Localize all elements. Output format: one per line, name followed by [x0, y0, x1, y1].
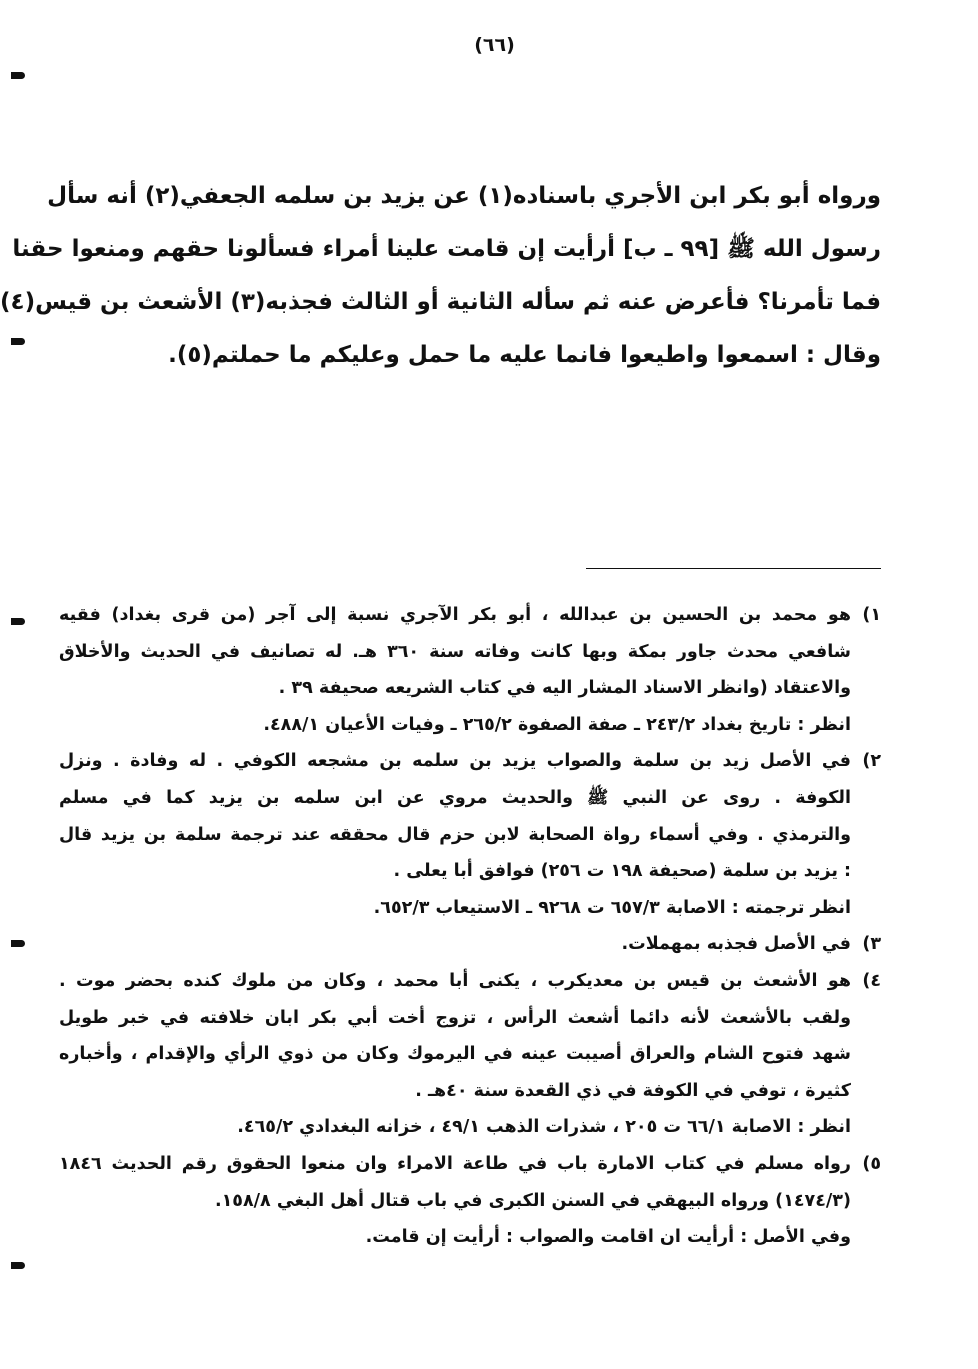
footnote-separator — [586, 568, 881, 569]
footnote-line — [59, 743, 881, 780]
footnote-line — [59, 597, 881, 634]
scan-margin-mark — [11, 940, 25, 947]
footnote-number: ٤) — [862, 970, 881, 991]
main-text — [0, 170, 881, 382]
main-text-line: رسول الله ﷺ [٩٩ ـ ب] أرأيت إن قامت علينا أمراء فسألونا حقهم ومنعوا حقنا — [12, 236, 881, 262]
footnote-line: وفي الأصل : أرأيت ان اقامت والصواب : أرأيت إن قامت. — [365, 1227, 851, 1248]
footnote-number: ٢) — [862, 751, 881, 772]
footnote-number: ٥) — [862, 1153, 881, 1174]
footnote-line: انظر : تاريخ بغداد ٢٤٣/٢ ـ صفة الصفوة ٢٦٥/٢ ـ وفيات الأعيان ٤٨٨/١. — [263, 714, 851, 735]
footnote-text: هو محمد بن الحسين بن عبدالله ، أبو بكر الآجري نسبة إلى آجر (من قرى بغداد) فقيه — [59, 605, 851, 625]
footnote-line: (١٤٧٤/٣) ورواه البيهقي في السنن الكبرى في باب قتال أهل البغي ١٥٨/٨. — [214, 1190, 851, 1211]
footnote-line — [59, 926, 881, 963]
footnote-text: في الأصل فجذبه بمهملات. — [621, 934, 851, 955]
footnote-line: والاعتقاد (وانظر الاسناد المشار اليه في كتاب الشريعه صحيفة ٣٩ . — [278, 678, 851, 699]
main-text-line: وقال : اسمعوا واطيعوا فانما عليه ما حمل وعليكم ما حملتم(٥). — [168, 342, 881, 368]
footnote-text: هو الأشعث بن قيس بن معديكرب ، يكنى أبا محمد ، وكان من ملوك كنده بحضر موت . — [59, 970, 851, 991]
footnotes — [59, 597, 881, 1256]
page-number: (٦٦) — [474, 34, 515, 56]
footnote-line: ولقب بالأشعث لأنه دائما أشعث الرأس ، تزوج أخت أبي بكر ابان خلافته في خبر طويل — [59, 1007, 851, 1028]
main-text-line: ورواه أبو بكر ابن الأجري باسناده(١) عن يزيد بن سلمه الجعفي(٢) أنه سأل — [47, 183, 881, 209]
footnote-line: شهد فتوح الشام والعراق أصيبت عينه في اليرموك وكان من ذوي الرأي والإقدام ، وأخباره — [59, 1044, 851, 1065]
footnote-text: في الأصل زيد بن سلمة والصواب يزيد بن سلمه بن مشجعه الكوفي . له وفادة . ونزل — [59, 751, 851, 772]
footnote-line: الكوفة . روى عن النبي ﷺ والحديث مروي عن ابن سلمه بن يزيد كما في مسلم — [59, 787, 851, 808]
footnote-line: : يزيد بن سلمة (صحيفة ١٩٨ ت ٢٥٦) فوافق أبا يعلى . — [393, 861, 851, 882]
footnote-text: رواه مسلم في كتاب الامارة باب في طاعة الامراء وان منعوا الحقوق رقم الحديث ١٨٤٦ — [59, 1153, 851, 1174]
footnote-line: انظر : الاصابة ٦٦/١ ت ٢٠٥ ، شذرات الذهب ٤٩/١ ، خزانه البغدادي ٤٦٥/٢. — [237, 1117, 851, 1138]
scan-margin-mark — [11, 1262, 25, 1269]
footnote-line: كثيرة ، توفي في الكوفة في ذي القعدة سنة ٤٠هـ . — [415, 1080, 851, 1101]
footnote-number: ١) — [862, 605, 881, 625]
footnote-line — [59, 1146, 881, 1183]
scan-margin-mark — [11, 338, 25, 345]
footnote-line — [59, 963, 881, 1000]
main-text-line: فما تأمرنا؟ فأعرض عنه ثم سأله الثانية أو الثالث فجذبه(٣) الأشعث بن قيس(٤) — [0, 289, 881, 315]
footnote-line: انظر ترجمته : الاصابة ٦٥٧/٣ ت ٩٢٦٨ ـ الاستيعاب ٦٥٢/٣. — [373, 897, 851, 918]
scan-margin-mark — [11, 72, 25, 79]
footnote-line: شافعي محدث جاور بمكة وبها كانت وفاته سنة ٣٦٠ هـ. له تصانيف في الحديث والأخلاق — [59, 641, 851, 662]
footnote-line: والترمذي . وفي أسماء رواة الصحابة لابن حزم قال محققه عند ترجمة سلمة بن يزيد قال — [59, 824, 851, 845]
scan-margin-mark — [11, 618, 25, 625]
footnote-number: ٣) — [862, 934, 881, 955]
